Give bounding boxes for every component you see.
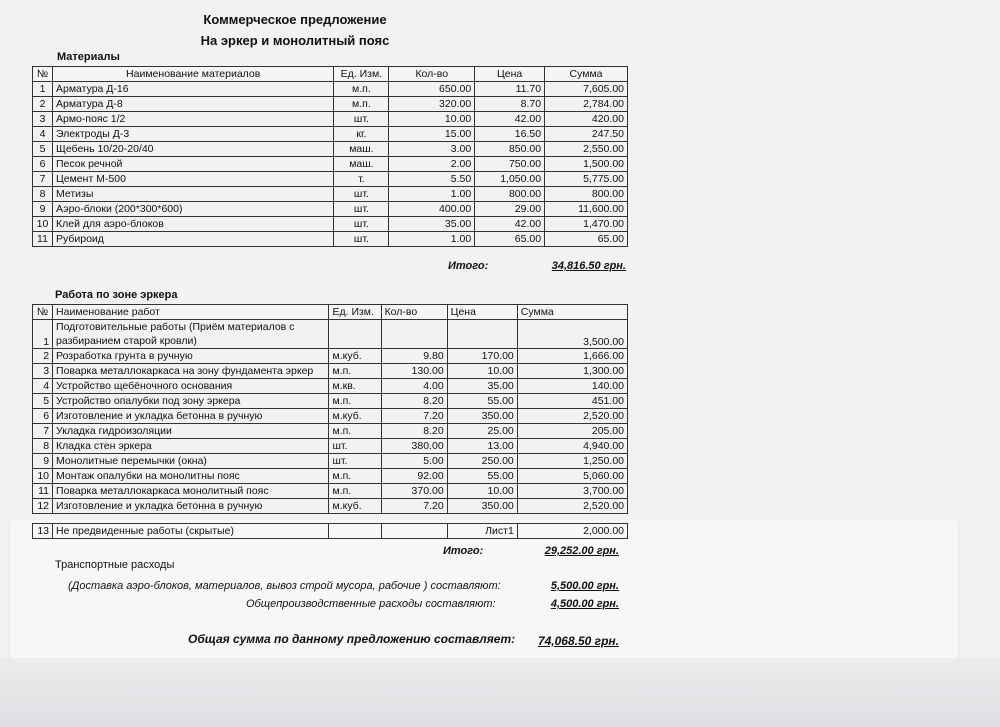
- item-name: Рубироид: [52, 232, 333, 247]
- column-header: Ед. Изм.: [334, 67, 389, 82]
- row-number: 5: [33, 142, 53, 157]
- sum: 3,700.00: [517, 484, 627, 499]
- price: 10.00: [447, 364, 517, 379]
- column-header: Цена: [475, 67, 545, 82]
- table-row: [33, 454, 628, 469]
- row-number: 8: [33, 187, 53, 202]
- price: 42.00: [475, 217, 545, 232]
- unit: м.п.: [329, 364, 381, 379]
- works-total-label: Итого:: [443, 545, 484, 557]
- unit: м.куб.: [329, 499, 381, 514]
- row-number: 9: [33, 202, 53, 217]
- row-number: 12: [33, 499, 53, 514]
- price: 25.00: [447, 424, 517, 439]
- row-number: 1: [33, 82, 53, 97]
- quantity: 380.00: [381, 439, 447, 454]
- unit: шт.: [334, 112, 389, 127]
- sum: 5,060.00: [517, 469, 627, 484]
- price: 850.00: [475, 142, 545, 157]
- price: 35.00: [447, 379, 517, 394]
- unit: маш.: [334, 157, 389, 172]
- unit: [329, 320, 381, 349]
- unit: маш.: [334, 142, 389, 157]
- quantity: 7.20: [381, 499, 447, 514]
- sum: 2,784.00: [545, 97, 628, 112]
- row-number: 11: [33, 232, 53, 247]
- scan-background: [0, 658, 1000, 727]
- table-row: [33, 232, 628, 247]
- table-row: [33, 187, 628, 202]
- quantity: 5.50: [389, 172, 475, 187]
- price: 13.00: [447, 439, 517, 454]
- price: Лист1: [447, 524, 517, 539]
- column-header: Сумма: [545, 67, 628, 82]
- table-row: [33, 82, 628, 97]
- table-row: [33, 157, 628, 172]
- sum: 247.50: [545, 127, 628, 142]
- sum: 2,550.00: [545, 142, 628, 157]
- row-number: 11: [33, 484, 53, 499]
- quantity: 7.20: [381, 409, 447, 424]
- quantity: 1.00: [389, 232, 475, 247]
- sum: 1,250.00: [517, 454, 627, 469]
- row-number: 2: [33, 349, 53, 364]
- sum: 140.00: [517, 379, 627, 394]
- transport-value: 5,500.00 грн.: [550, 580, 619, 592]
- sum: 420.00: [545, 112, 628, 127]
- item-name: Изготовление и укладка бетонна в ручную: [53, 409, 329, 424]
- price: 42.00: [475, 112, 545, 127]
- transport-title: Транспортные расходы: [55, 559, 175, 571]
- overlapping-sheet: [10, 520, 958, 658]
- works-row-13: [32, 523, 628, 539]
- unit: шт.: [334, 202, 389, 217]
- overhead-line: Общепроизводственные расходы составляют:: [246, 598, 496, 610]
- unit: м.п.: [334, 97, 389, 112]
- materials-section-title: Материалы: [57, 51, 120, 63]
- sum: 205.00: [517, 424, 627, 439]
- item-name: Арматура Д-8: [52, 97, 333, 112]
- column-header: Кол-во: [389, 67, 475, 82]
- works-header-row: [33, 305, 628, 320]
- row-number: 8: [33, 439, 53, 454]
- quantity: 8.20: [381, 424, 447, 439]
- item-name: Армо-пояс 1/2: [52, 112, 333, 127]
- row-number: 13: [33, 524, 53, 539]
- item-name: Поварка металлокаркаса монолитный пояс: [53, 484, 329, 499]
- price: 1,050.00: [475, 172, 545, 187]
- item-name: Цемент М-500: [52, 172, 333, 187]
- table-row: [33, 217, 628, 232]
- quantity: 3.00: [389, 142, 475, 157]
- unit: шт.: [329, 454, 381, 469]
- item-name: Изготовление и укладка бетонна в ручную: [53, 499, 329, 514]
- quantity: 5.00: [381, 454, 447, 469]
- unit: шт.: [334, 187, 389, 202]
- row-number: 10: [33, 469, 53, 484]
- table-row: [33, 439, 628, 454]
- price: 750.00: [475, 157, 545, 172]
- work-name-line2: разбиранием старой кровли): [56, 335, 197, 347]
- unit: м.куб.: [329, 349, 381, 364]
- quantity: 35.00: [389, 217, 475, 232]
- unit: м.п.: [329, 394, 381, 409]
- sum: 5,775.00: [545, 172, 628, 187]
- quantity: 10.00: [389, 112, 475, 127]
- transport-line: (Доставка аэро-блоков, материалов, вывоз строй мусора, рабочие ) составляют:: [68, 580, 501, 592]
- unit: м.п.: [329, 469, 381, 484]
- item-name: Монтаж опалубки на монолитны пояс: [53, 469, 329, 484]
- price: 800.00: [475, 187, 545, 202]
- overhead-value: 4,500.00 грн.: [550, 598, 619, 610]
- item-name: Кладка стен эркера: [53, 439, 329, 454]
- unit: м.куб.: [329, 409, 381, 424]
- item-name: Арматура Д-16: [52, 82, 333, 97]
- quantity: 650.00: [389, 82, 475, 97]
- quantity: 15.00: [389, 127, 475, 142]
- row-number: 5: [33, 394, 53, 409]
- row-number: 3: [33, 112, 53, 127]
- row-number: 3: [33, 364, 53, 379]
- table-row: [33, 112, 628, 127]
- row-number: 2: [33, 97, 53, 112]
- unit: шт.: [334, 232, 389, 247]
- sum: 11,600.00: [545, 202, 628, 217]
- materials-total-value: 34,816.50 грн.: [551, 260, 626, 272]
- item-name: Клей для аэро-блоков: [52, 217, 333, 232]
- price: 16.50: [475, 127, 545, 142]
- item-name: Укладка гидроизоляции: [53, 424, 329, 439]
- table-row: [33, 97, 628, 112]
- table-row: [33, 524, 628, 539]
- row-number: 10: [33, 217, 53, 232]
- table-row: [33, 499, 628, 514]
- item-name: Розработка грунта в ручную: [53, 349, 329, 364]
- price: 350.00: [447, 499, 517, 514]
- unit: м.п.: [334, 82, 389, 97]
- sum: 1,300.00: [517, 364, 627, 379]
- row-number: 1: [33, 320, 53, 349]
- table-row: [33, 469, 628, 484]
- column-header: №: [33, 305, 53, 320]
- table-row: [33, 409, 628, 424]
- table-row: [33, 379, 628, 394]
- grand-total-value: 74,068.50 грн.: [537, 634, 619, 648]
- table-row: [33, 484, 628, 499]
- works-section-title: Работа по зоне эркера: [55, 289, 178, 301]
- item-name: Метизы: [52, 187, 333, 202]
- sum: 7,605.00: [545, 82, 628, 97]
- works-table: [32, 304, 628, 514]
- price: [447, 320, 517, 349]
- quantity: 320.00: [389, 97, 475, 112]
- price: 10.00: [447, 484, 517, 499]
- unit: м.п.: [329, 484, 381, 499]
- quantity: 400.00: [389, 202, 475, 217]
- table-row: [33, 364, 628, 379]
- table-row: [33, 424, 628, 439]
- sum: 1,470.00: [545, 217, 628, 232]
- table-row: [33, 349, 628, 364]
- quantity: 370.00: [381, 484, 447, 499]
- materials-header-row: [33, 67, 628, 82]
- quantity: 4.00: [381, 379, 447, 394]
- table-row: [33, 394, 628, 409]
- unit: м.кв.: [329, 379, 381, 394]
- quantity: 8.20: [381, 394, 447, 409]
- unit: [329, 524, 381, 539]
- price: 29.00: [475, 202, 545, 217]
- sum: 451.00: [517, 394, 627, 409]
- unit: шт.: [329, 439, 381, 454]
- column-header: Кол-во: [381, 305, 447, 320]
- works-total-value: 29,252.00 грн.: [544, 545, 619, 557]
- column-header: Наименование работ: [53, 305, 329, 320]
- row-number: 7: [33, 172, 53, 187]
- sum: 1,500.00: [545, 157, 628, 172]
- sum: 2,520.00: [517, 499, 627, 514]
- sum: 2,000.00: [517, 524, 627, 539]
- row-number: 6: [33, 409, 53, 424]
- unit: м.п.: [329, 424, 381, 439]
- price: 170.00: [447, 349, 517, 364]
- price: 55.00: [447, 469, 517, 484]
- row-number: 4: [33, 379, 53, 394]
- work-name-line1: Подготовительные работы (Приём материалов с: [56, 321, 295, 333]
- row-number: 7: [33, 424, 53, 439]
- quantity: 1.00: [389, 187, 475, 202]
- materials-table: [32, 66, 628, 247]
- column-header: Ед. Изм.: [329, 305, 381, 320]
- sum: 4,940.00: [517, 439, 627, 454]
- quantity: 9.80: [381, 349, 447, 364]
- column-header: №: [33, 67, 53, 82]
- table-row: [33, 320, 628, 349]
- price: 11.70: [475, 82, 545, 97]
- item-name: Монолитные перемычки (окна): [53, 454, 329, 469]
- item-name: Устройство щебёночного основания: [53, 379, 329, 394]
- price: 55.00: [447, 394, 517, 409]
- column-header: Сумма: [517, 305, 627, 320]
- table-row: [33, 202, 628, 217]
- quantity: [381, 320, 447, 349]
- work-name: Не предвиденные работы (скрытые): [53, 524, 329, 539]
- unit: шт.: [334, 217, 389, 232]
- price: 350.00: [447, 409, 517, 424]
- row-number: 6: [33, 157, 53, 172]
- sum: 3,500.00: [517, 320, 627, 349]
- price: 250.00: [447, 454, 517, 469]
- table-row: [33, 142, 628, 157]
- document-title: Коммерческое предложение: [203, 12, 387, 27]
- row-number: 9: [33, 454, 53, 469]
- unit: кг.: [334, 127, 389, 142]
- column-header: Цена: [447, 305, 517, 320]
- materials-total-label: Итого:: [448, 260, 489, 272]
- item-name: Щебень 10/20-20/40: [52, 142, 333, 157]
- table-row: [33, 172, 628, 187]
- item-name: Поварка металлокаркаса на зону фундамента эркер: [53, 364, 329, 379]
- item-name: Электроды Д-3: [52, 127, 333, 142]
- sum: 1,666.00: [517, 349, 627, 364]
- sum: 800.00: [545, 187, 628, 202]
- item-name: Аэро-блоки (200*300*600): [52, 202, 333, 217]
- item-name: Песок речной: [52, 157, 333, 172]
- price: 65.00: [475, 232, 545, 247]
- sum: 65.00: [545, 232, 628, 247]
- document-subtitle: На эркер и монолитный пояс: [200, 33, 390, 48]
- quantity: 92.00: [381, 469, 447, 484]
- row-number: 4: [33, 127, 53, 142]
- quantity: [381, 524, 447, 539]
- unit: т.: [334, 172, 389, 187]
- grand-total-label: Общая сумма по данному предложению составляет:: [188, 632, 516, 646]
- quantity: 130.00: [381, 364, 447, 379]
- sum: 2,520.00: [517, 409, 627, 424]
- work-name: [53, 320, 329, 349]
- table-row: [33, 127, 628, 142]
- column-header: Наименование материалов: [52, 67, 333, 82]
- quantity: 2.00: [389, 157, 475, 172]
- item-name: Устройство опалубки под зону эркера: [53, 394, 329, 409]
- price: 8.70: [475, 97, 545, 112]
